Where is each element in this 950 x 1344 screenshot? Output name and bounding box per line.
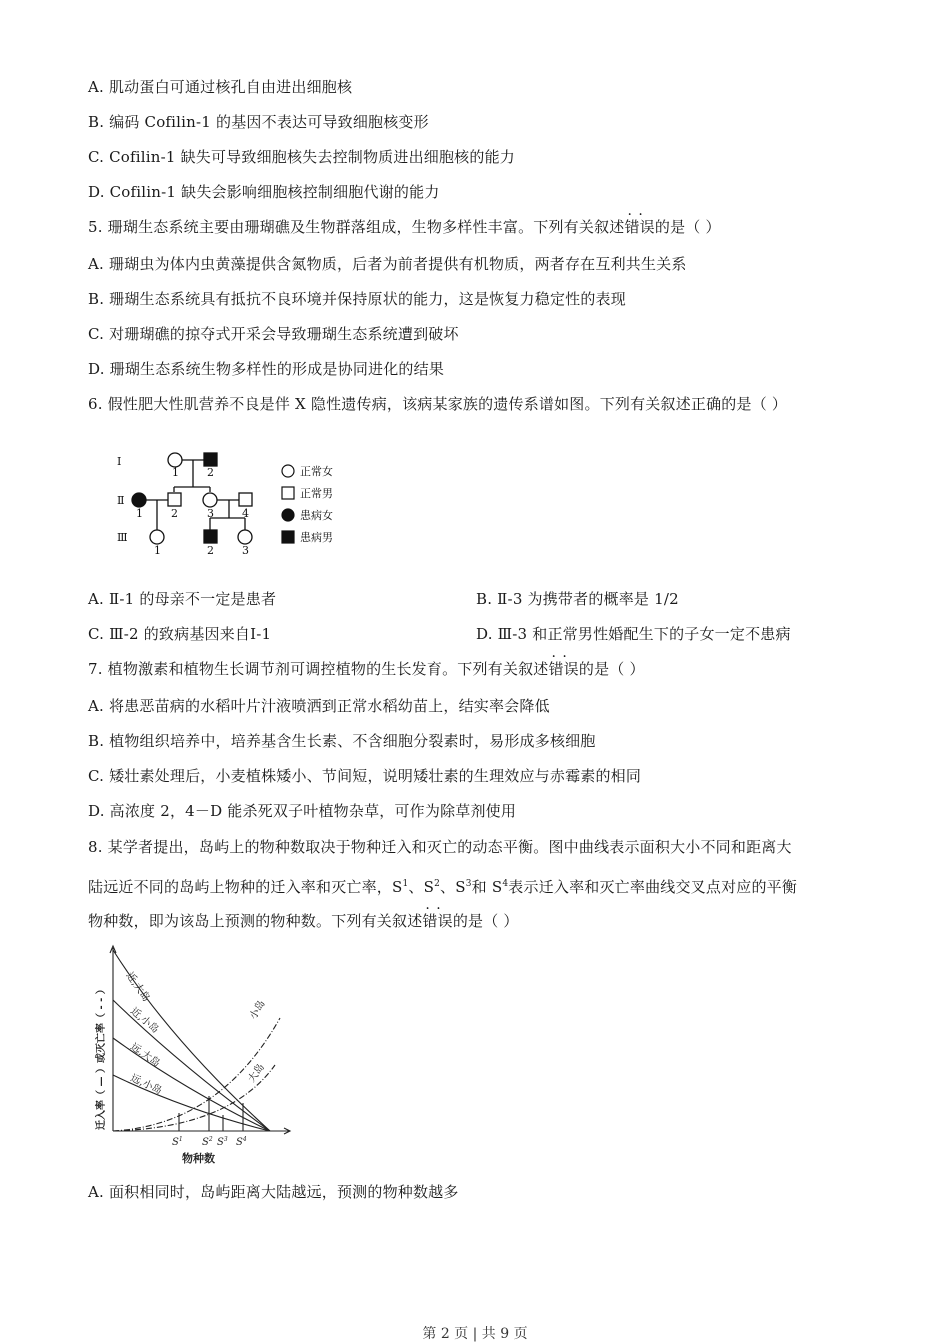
svg-text:近,大岛: 近,大岛 <box>123 970 152 1004</box>
q6-stem: 6. 假性肥大性肌营养不良是伴 X 隐性遗传病，该病某家族的遗传系谱如图。下列有关叙述正确的是（ ） <box>88 395 788 413</box>
pedigree-chart <box>105 445 355 560</box>
svg-text:S4: $S^4$ <box>236 1136 247 1148</box>
q7-option-a: A. 将患恶苗病的水稻叶片汁液喷洒到正常水稻幼苗上，结实率会降低 <box>88 697 550 715</box>
svg-text:Ⅰ: Ⅰ <box>117 455 122 468</box>
q4-option-b: B. 编码 Cofilin-1 的基因不表达可导致细胞核变形 <box>88 113 429 131</box>
q5-option-b: B. 珊瑚生态系统具有抵抗不良环境并保持原状的能力，这是恢复力稳定性的表现 <box>88 290 626 308</box>
page-footer: 第 2 页 | 共 9 页 <box>422 1326 528 1342</box>
svg-text:4: 4 <box>242 507 249 520</box>
q6-option-d: D. Ⅲ-3 和正常男性婚配生下的子女一定不患病 <box>476 625 791 643</box>
svg-text:2: 2 <box>207 466 214 479</box>
q8-text: 和 S <box>471 878 503 896</box>
svg-text:大岛: 大岛 <box>246 1062 267 1085</box>
svg-text:远,小岛: 远,小岛 <box>128 1072 164 1097</box>
q4-option-c: C. Cofilin-1 缺失可导致细胞核失去控制物质进出细胞核的能力 <box>88 148 515 166</box>
q5-stem-tail: 的是（ ） <box>654 218 721 236</box>
q6-option-a: A. Ⅱ-1 的母亲不一定是患者 <box>88 590 277 608</box>
q7-stem-tail: 的是（ ） <box>578 660 645 678</box>
island-biogeography-chart <box>90 940 300 1170</box>
legend-normal-female: 正常女 <box>300 465 333 478</box>
sup: 3 <box>465 879 472 889</box>
legend-affected-female: 患病女 <box>300 509 333 522</box>
q8-text: 陆远近不同的岛屿上物种的迁入率和灭亡率，S <box>88 878 403 896</box>
q7-stem-text: 7. 植物激素和植物生长调节剂可调控植物的生长发育。下列有关叙述 <box>88 660 549 678</box>
q5-stem-text: 5. 珊瑚生态系统主要由珊瑚礁及生物群落组成，生物多样性丰富。下列有关叙述 <box>88 218 625 236</box>
svg-text:S2: $S^2$ <box>202 1136 213 1148</box>
svg-text:1: 1 <box>172 466 179 479</box>
sup: 4 <box>502 879 509 889</box>
q8-text: 表示迁入率和灭亡率曲线交叉点对应的平衡 <box>508 878 798 896</box>
q7-stem <box>88 659 645 679</box>
emphasis-mark: · · 错误 <box>624 217 654 237</box>
svg-text:3: 3 <box>207 507 214 520</box>
svg-text:1: 1 <box>154 544 161 557</box>
q8-stem-line2 <box>88 874 797 897</box>
q7-option-b: B. 植物组织培养中，培养基含生长素、不含细胞分裂素时，易形成多核细胞 <box>88 732 596 750</box>
emphasis-mark: · · 错误 <box>422 911 452 931</box>
q4-option-a: A. 肌动蛋白可通过核孔自由进出细胞核 <box>88 78 353 96</box>
q8-stem-tail: 的是（ ） <box>452 912 519 930</box>
svg-text:S3: $S^3$ <box>217 1136 228 1148</box>
q8-stem-line3 <box>88 911 519 931</box>
q7-option-c: C. 矮壮素处理后，小麦植株矮小、节间短，说明矮壮素的生理效应与赤霉素的相同 <box>88 767 642 785</box>
svg-text:2: 2 <box>207 544 214 557</box>
q4-option-d: D. Cofilin-1 缺失会影响细胞核控制细胞代谢的能力 <box>88 183 440 201</box>
q8-stem-line1: 8. 某学者提出，岛屿上的物种数取决于物种迁入和灭亡的动态平衡。图中曲线表示面积大小不同和距离大 <box>88 838 792 856</box>
q8-text: 、S <box>408 878 435 896</box>
q7-option-d: D. 高浓度 2，4－D 能杀死双子叶植物杂草，可作为除草剂使用 <box>88 802 517 820</box>
legend-normal-male: 正常男 <box>300 487 333 500</box>
svg-text:近,小岛: 近,小岛 <box>128 1005 161 1036</box>
legend-affected-male: 患病男 <box>300 531 333 544</box>
sup: 1 <box>402 879 409 889</box>
y-axis-label: 迁入率（ — ）或灭亡率（ - - ） <box>96 984 107 1130</box>
q6-option-c: C. Ⅲ-2 的致病基因来自Ⅰ-1 <box>88 625 272 643</box>
q5-option-a: A. 珊瑚虫为体内虫黄藻提供含氮物质，后者为前者提供有机物质，两者存在互利共生关系 <box>88 255 687 273</box>
q8-text: 、S <box>440 878 466 896</box>
x-axis-label: 物种数 <box>182 1152 215 1165</box>
svg-text:Ⅱ: Ⅱ <box>117 494 125 507</box>
q8-text: 物种数，即为该岛上预测的物种数。下列有关叙述 <box>88 912 423 930</box>
q6-option-b: B. Ⅱ-3 为携带者的概率是 1/2 <box>476 590 679 608</box>
svg-text:3: 3 <box>242 544 249 557</box>
q8-option-a: A. 面积相同时，岛屿距离大陆越远，预测的物种数越多 <box>88 1183 459 1201</box>
q5-option-d: D. 珊瑚生态系统生物多样性的形成是协同进化的结果 <box>88 360 445 378</box>
svg-text:2: 2 <box>171 507 178 520</box>
emphasis-mark: · · 错误 <box>548 659 578 679</box>
svg-text:小岛: 小岛 <box>248 998 268 1022</box>
sup: 2 <box>434 879 441 889</box>
q5-option-c: C. 对珊瑚礁的掠夺式开采会导致珊瑚生态系统遭到破坏 <box>88 325 459 343</box>
svg-text:远,大岛: 远,大岛 <box>128 1041 162 1070</box>
q5-stem <box>88 217 721 237</box>
svg-text:Ⅲ: Ⅲ <box>117 531 128 544</box>
svg-text:1: 1 <box>136 507 143 520</box>
svg-text:S1: $S^1$ <box>172 1136 183 1148</box>
